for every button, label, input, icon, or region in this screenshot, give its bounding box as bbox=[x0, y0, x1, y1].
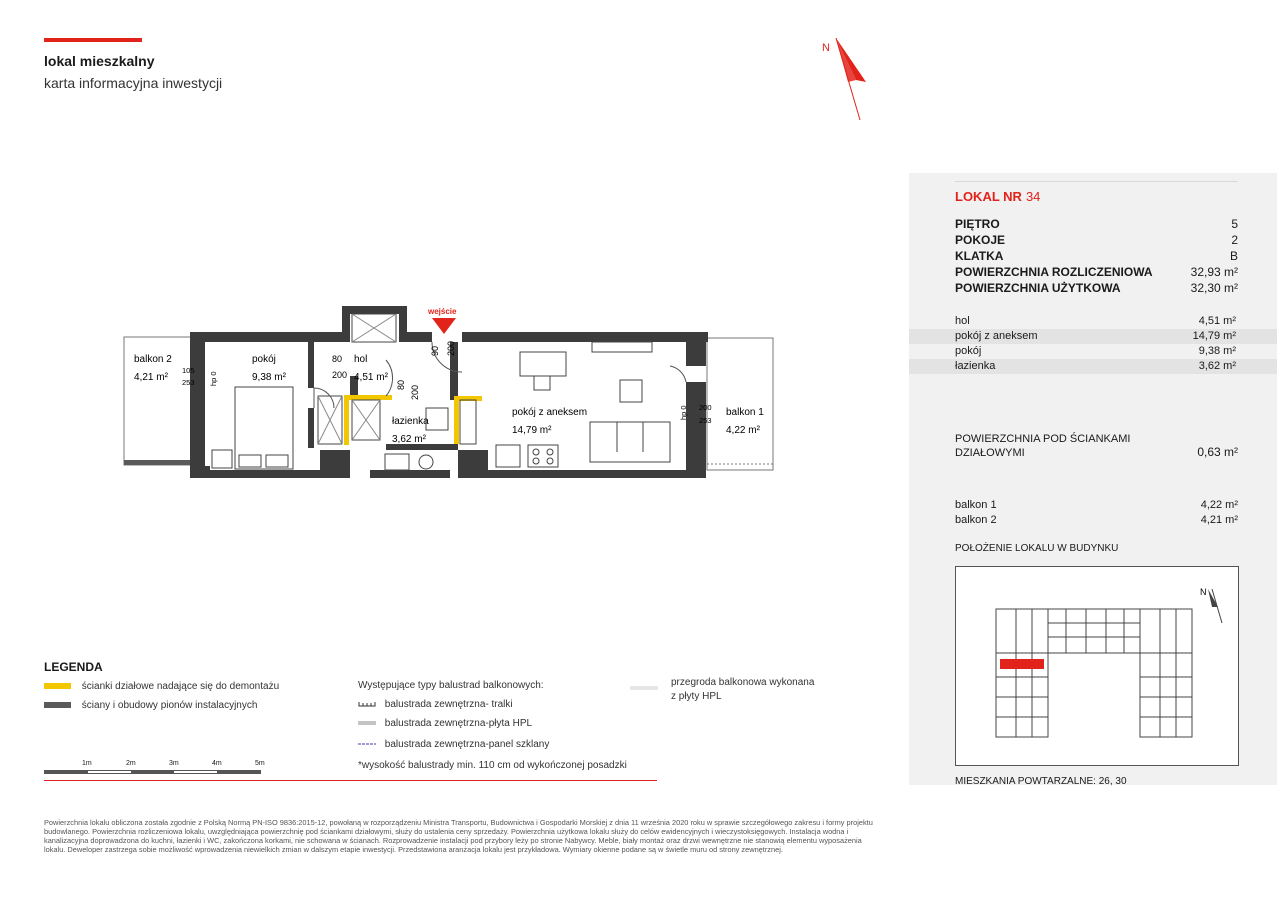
room-row: łazienka 3,62 m² bbox=[909, 359, 1277, 374]
room-label: hol bbox=[354, 354, 368, 365]
repeated-units: MIESZKANIA POWTARZALNE: 26, 30 bbox=[955, 776, 1127, 787]
wall-left bbox=[190, 332, 205, 478]
balustrade-type: balustrada zewnętrzna-płyta HPL bbox=[358, 718, 532, 729]
legend-divider bbox=[44, 780, 657, 781]
room-label: łazienka bbox=[392, 416, 429, 427]
svg-text:N: N bbox=[1200, 587, 1207, 597]
room-area-list bbox=[909, 314, 1277, 374]
lokal-heading bbox=[955, 189, 1040, 204]
yellow-swatch bbox=[44, 683, 71, 689]
page-subtitle: karta informacyjna inwestycji bbox=[44, 75, 223, 91]
panel-top-rule bbox=[955, 173, 1238, 182]
balcony-row: balkon 1 4,22 m² bbox=[955, 499, 1238, 511]
bed bbox=[235, 387, 293, 469]
location-heading: POŁOŻENIE LOKALU W BUDYNKU bbox=[955, 543, 1119, 554]
dimension-label: 200 bbox=[699, 403, 712, 412]
lokal-number: 34 bbox=[1025, 189, 1041, 204]
balustrade-type: balustrada zewnętrzna-panel szklany bbox=[358, 739, 549, 750]
balcony-row: balkon 2 4,21 m² bbox=[955, 514, 1238, 526]
page-title: lokal mieszkalny bbox=[44, 53, 155, 69]
partition-yellow-2 bbox=[454, 396, 459, 444]
partition-hpl-label: przegroda balkonowa wykonana z płyty HPL bbox=[671, 677, 815, 702]
room-label: balkon 1 bbox=[726, 407, 764, 418]
room-area: 4,21 m² bbox=[134, 372, 168, 383]
balustrade-type: balustrada zewnętrzna- tralki bbox=[358, 699, 513, 710]
room-area: 9,38 m² bbox=[252, 372, 286, 383]
scale-bar: 1m 2m 3m 4m 5m bbox=[44, 760, 274, 778]
legend-item-gray: ściany i obudowy pionów instalacyjnych bbox=[44, 700, 257, 711]
room-area: 4,51 m² bbox=[354, 372, 388, 383]
partition-area-value: 0,63 m² bbox=[1197, 445, 1238, 459]
dimension-label: 253 bbox=[699, 416, 712, 425]
partition-yellow-1 bbox=[344, 395, 349, 445]
room-label: balkon 2 bbox=[134, 354, 172, 365]
dimension-label: 200 bbox=[410, 384, 420, 400]
legend-title: LEGENDA bbox=[44, 660, 103, 674]
partition-area: POWIERZCHNIA POD ŚCIANKAMI DZIAŁOWYMI 0,63 m² bbox=[955, 433, 1238, 459]
room-row: hol 4,51 m² bbox=[955, 315, 1236, 327]
dimension-label: 253 bbox=[182, 378, 195, 387]
north-label: N bbox=[822, 42, 830, 54]
property-list bbox=[955, 216, 1238, 296]
room-label: pokój bbox=[252, 354, 276, 365]
room-row: pokój 9,38 m² bbox=[955, 345, 1236, 357]
dimension-label: 80 bbox=[332, 354, 343, 364]
dimension-label: 105 bbox=[182, 366, 195, 375]
gray-swatch bbox=[44, 702, 71, 708]
north-arrow-icon bbox=[818, 34, 870, 124]
balustrade-note: *wysokość balustrady min. 110 cm od wykończonej posadzki bbox=[358, 760, 627, 771]
property-row: POWIERZCHNIA ROZLICZENIOWA 32,93 m² bbox=[955, 265, 1238, 279]
entrance-label: wejście bbox=[428, 307, 457, 316]
glass-panel-icon bbox=[358, 741, 376, 747]
wall-bottom bbox=[210, 470, 320, 478]
unit-location-marker bbox=[1000, 659, 1044, 669]
room-area: 4,22 m² bbox=[726, 425, 760, 436]
dimension-label: 80 bbox=[396, 379, 406, 390]
dimension-label: hp 0 bbox=[209, 371, 218, 386]
header-accent-bar bbox=[44, 38, 142, 42]
floor-plan bbox=[120, 300, 780, 485]
sofa bbox=[590, 422, 670, 462]
room-area: 3,62 m² bbox=[392, 434, 426, 445]
balcony-list bbox=[955, 498, 1238, 528]
lokal-label: LOKAL NR bbox=[955, 189, 1022, 204]
property-row: KLATKA B bbox=[955, 249, 1238, 263]
balcony-1-outline bbox=[707, 338, 773, 470]
dimension-label: 200 bbox=[446, 340, 456, 356]
property-row: POKOJE 2 bbox=[955, 233, 1238, 247]
disclaimer-text: Powierzchnia lokalu obliczona została zgodnie z Polską Normą PN-ISO 9836:2015-12, powołaną w rozporządzeniu Ministra Transportu, Budownictwa i Gospodarki Morskiej z dnia 11 września 2020 roku w sprawie szczegółowego zakresu i formy projektu budowlanego. Powierzchnia rozliczeniowa lokalu, uwzględniająca powierzchnię pod ściankami działowymi, służy do ustalenia ceny sprzedaży. Powierzchnia użytkowa lokalu służy do celów ewidencyjnych i wieczystoksięgowych. Instalacja wodna i kanalizacyjna doprowadzona do kuchni, łazienki i WC, zakończona korkami, nie schowana w ścianach. Rozprowadzenie instalacji pod przybory leży po stronie Nabywcy. Meble, biały montaż oraz drzwi wewnętrzne nie stanowią elementu wyposażenia lokalu. Deweloper zastrzega sobie możliwość wprowadzenia niewielkich zmian w dalszym etapie inwestycji. Przedstawiona aranżacja lokalu jest przykładowa. Wymiary okienne podane są w świetle muru od strony zewnętrznej. bbox=[44, 818, 873, 854]
building-location-map bbox=[955, 566, 1239, 766]
room-area: 14,79 m² bbox=[512, 425, 552, 436]
room-label: pokój z aneksem bbox=[512, 407, 588, 418]
dimension-label: 90 bbox=[430, 345, 440, 356]
balustrade-heading: Występujące typy balustrad balkonowych: bbox=[358, 680, 544, 691]
legend-item-yellow: ścianki działowe nadające się do demontażu bbox=[44, 681, 279, 692]
property-row: POWIERZCHNIA UŻYTKOWA 32,30 m² bbox=[955, 281, 1238, 295]
partition-hpl-icon bbox=[630, 685, 660, 691]
dimension-label: hp 0 bbox=[679, 405, 688, 420]
hpl-panel-icon bbox=[358, 720, 376, 726]
room-row: pokój z aneksem 14,79 m² bbox=[909, 329, 1277, 344]
baluster-icon bbox=[358, 701, 376, 707]
dimension-label: 200 bbox=[332, 370, 348, 380]
property-row: PIĘTRO 5 bbox=[955, 217, 1238, 231]
